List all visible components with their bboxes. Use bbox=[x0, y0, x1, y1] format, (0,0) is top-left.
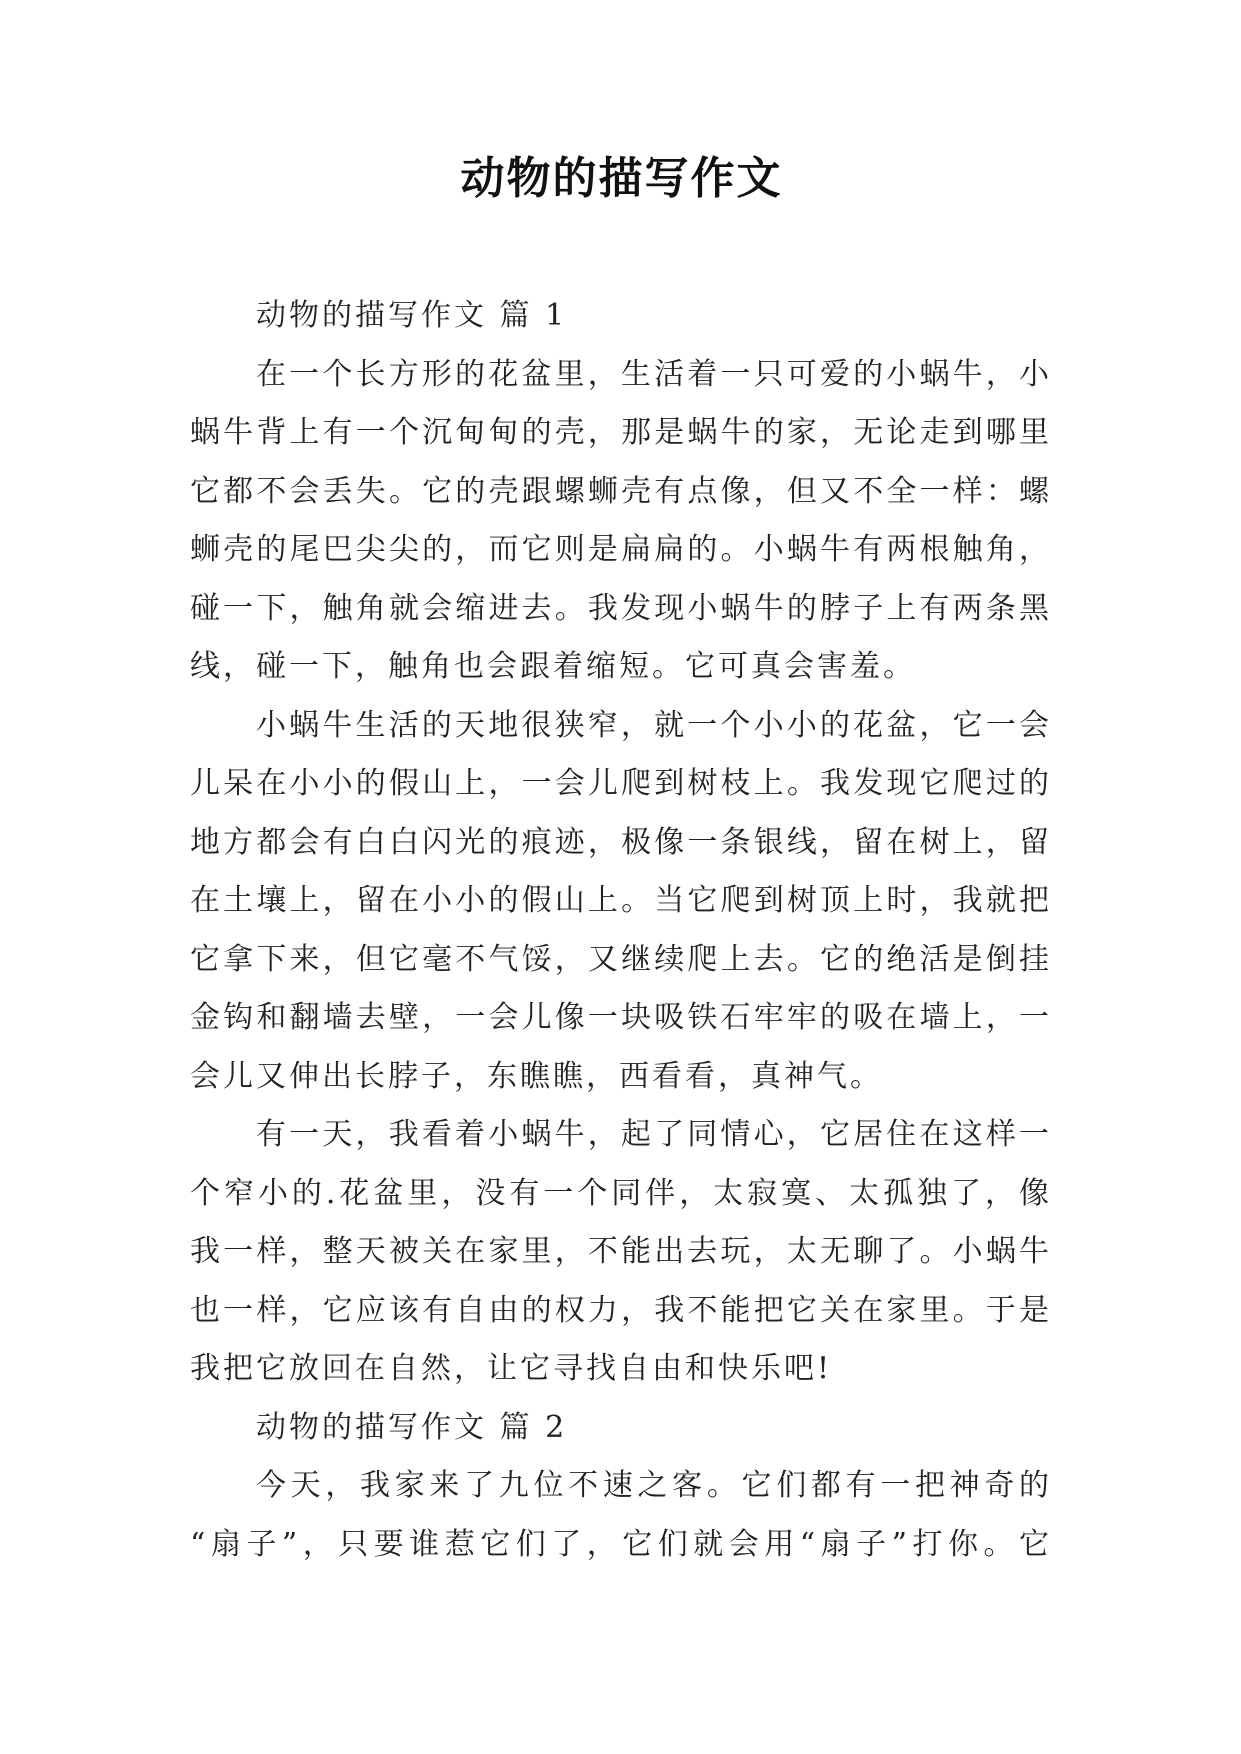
paragraph-line: 蜗牛背上有一个沉甸甸的壳，那是蜗牛的家，无论走到哪里 bbox=[190, 415, 1052, 450]
paragraph bbox=[190, 1106, 1052, 1399]
paragraph-line: 我一样，整天被关在家里，不能出去玩，太无聊了。小蜗牛 bbox=[190, 1234, 1052, 1269]
paragraph bbox=[190, 697, 1052, 1107]
paragraph-line: 蛳壳的尾巴尖尖的，而它则是扁扁的。小蜗牛有两根触角， bbox=[190, 532, 1052, 567]
document-body bbox=[190, 287, 1052, 1574]
document-title: 动物的描写作文 bbox=[460, 153, 783, 204]
paragraph bbox=[190, 346, 1052, 697]
paragraph-line: 个窄小的.花盆里，没有一个同伴，太寂寞、太孤独了，像 bbox=[190, 1175, 1052, 1211]
paragraph-line: 线，碰一下，触角也会跟着缩短。它可真会害羞。 bbox=[190, 649, 916, 684]
paragraph-line: 地方都会有白白闪光的痕迹，极像一条银线，留在树上，留 bbox=[190, 824, 1052, 860]
paragraph-line: 会儿又伸出长脖子，东瞧瞧，西看看，真神气。 bbox=[190, 1058, 883, 1094]
paragraph-line: 有一天，我看着小蜗牛，起了同情心，它居住在这样一 bbox=[256, 1117, 1052, 1152]
essay-heading: 动物的描写作文 篇 2 bbox=[256, 1409, 568, 1445]
paragraph-line: 我把它放回在自然，让它寻找自由和快乐吧! bbox=[190, 1351, 833, 1386]
paragraph-line: 碰一下，触角就会缩进去。我发现小蜗牛的脖子上有两条黑 bbox=[190, 590, 1052, 626]
paragraph-line: 它拿下来，但它毫不气馁，又继续爬上去。它的绝活是倒挂 bbox=[190, 941, 1052, 977]
paragraph-line: 在土壤上，留在小小的假山上。当它爬到树顶上时，我就把 bbox=[190, 883, 1052, 918]
essay-heading: 动物的描写作文 篇 1 bbox=[256, 298, 568, 333]
paragraph-line: 儿呆在小小的假山上，一会儿爬到树枝上。我发现它爬过的 bbox=[190, 766, 1052, 801]
paragraph bbox=[190, 1457, 1052, 1574]
paragraph-line: 它都不会丢失。它的壳跟螺蛳壳有点像，但又不全一样：螺 bbox=[190, 473, 1052, 509]
paragraph-line: 也一样，它应该有自由的权力，我不能把它关在家里。于是 bbox=[190, 1292, 1052, 1328]
paragraph-line: 小蜗牛生活的天地很狭窄，就一个小小的花盆，它一会 bbox=[256, 707, 1052, 743]
paragraph-line: 在一个长方形的花盆里，生活着一只可爱的小蜗牛，小 bbox=[256, 356, 1052, 392]
paragraph-line: 今天，我家来了九位不速之客。它们都有一把神奇的 bbox=[256, 1468, 1052, 1503]
paragraph-line: 金钩和翻墙去壁，一会儿像一块吸铁石牢牢的吸在墙上，一 bbox=[190, 1000, 1052, 1035]
paragraph-line: “扇子”，只要谁惹它们了，它们就会用“扇子”打你。它 bbox=[190, 1526, 1052, 1562]
